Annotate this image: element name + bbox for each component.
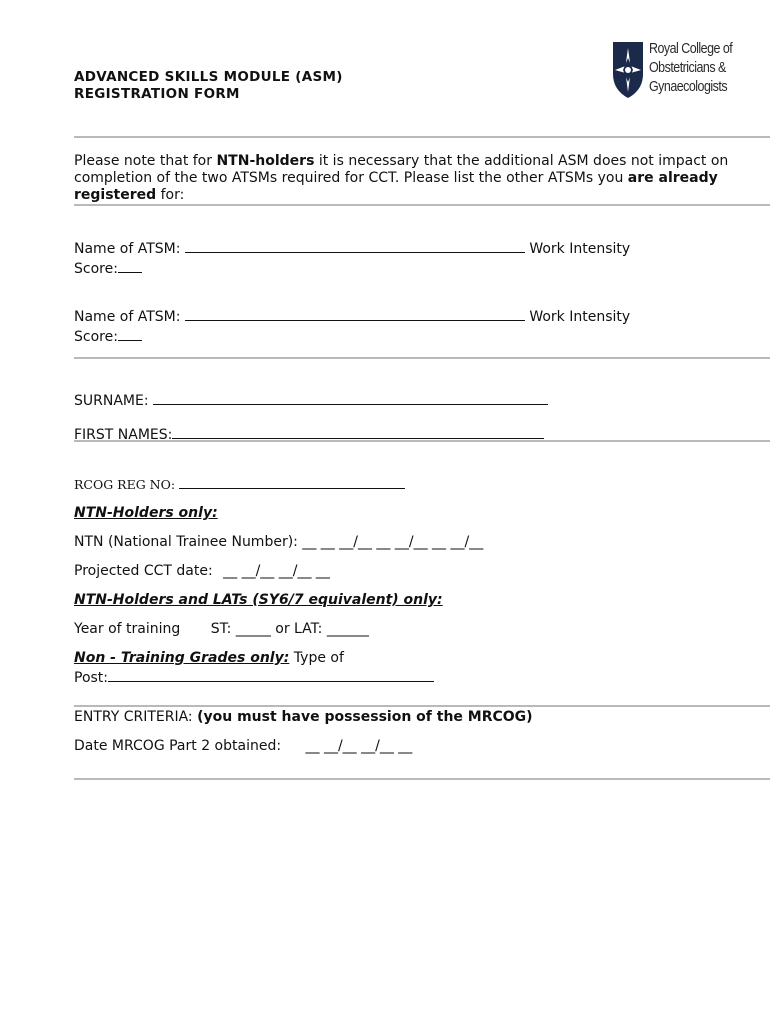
st-label: ST:	[210, 621, 232, 637]
lat-label: or LAT:	[275, 621, 323, 637]
entry-criteria-note: (you must have possession of the MRCOG)	[197, 709, 533, 725]
intro-paragraph	[74, 153, 754, 204]
form-title-line2: REGISTRATION FORM	[74, 86, 240, 102]
rcog-reg-label: RCOG REG NO:	[74, 477, 176, 492]
mrcog-date-label: Date MRCOG Part 2 obtained:	[74, 738, 282, 754]
logo-text-line2: Obstetricians &	[649, 60, 726, 76]
divider	[74, 778, 770, 780]
rcog-logo	[611, 40, 751, 102]
lat-field[interactable]: ______	[326, 621, 369, 637]
work-intensity-label: Work Intensity	[529, 241, 631, 257]
non-training-heading: Non - Training Grades only:	[74, 650, 290, 666]
non-training-block	[74, 650, 474, 687]
rcog-shield-icon	[611, 40, 645, 100]
form-title	[74, 69, 343, 103]
ntn-heading: NTN-Holders only:	[74, 505, 218, 521]
cct-row	[74, 563, 330, 580]
type-of-label: Type of	[293, 650, 344, 666]
divider	[74, 204, 770, 206]
atsm-entry-2	[74, 306, 694, 346]
atsm-name-field[interactable]	[185, 306, 525, 321]
logo-text-line1: Royal College of	[649, 41, 733, 57]
work-intensity-label: Work Intensity	[529, 309, 631, 325]
cct-date-field[interactable]: __ __/__ __/__ __	[223, 563, 330, 579]
intro-text: Please note that for	[74, 153, 217, 169]
ntn-field[interactable]: __ __ __/__ __ __/__ __ __/__	[302, 534, 484, 550]
first-names-field[interactable]	[172, 424, 544, 439]
ntn-row	[74, 534, 483, 551]
mrcog-date-field[interactable]: __ __/__ __/__ __	[305, 738, 413, 754]
post-label: Post:	[74, 670, 109, 686]
entry-criteria-label: ENTRY CRITERIA:	[74, 709, 193, 725]
ntn-label: NTN (National Trainee Number):	[74, 534, 298, 550]
first-names-label: FIRST NAMES:	[74, 427, 173, 443]
divider	[74, 136, 770, 138]
atsm-name-field[interactable]	[185, 238, 525, 253]
post-field[interactable]	[108, 667, 434, 682]
year-training-row	[74, 621, 369, 638]
atsm-name-label: Name of ATSM:	[74, 241, 181, 257]
divider	[74, 357, 770, 359]
logo-text-line3: Gynaecologists	[649, 79, 728, 95]
score-field[interactable]	[118, 258, 142, 273]
atsm-name-label: Name of ATSM:	[74, 309, 181, 325]
divider	[74, 440, 770, 442]
intro-text: it is necessary that the additional ASM does not impact on completion of the two ATSMs required for CCT. Please list the other ATSMs you	[74, 153, 729, 186]
surname-field[interactable]	[153, 390, 548, 405]
surname-row	[74, 390, 548, 410]
score-label: Score:	[74, 329, 118, 345]
intro-bold-registered: are already registered	[74, 170, 718, 203]
score-label: Score:	[74, 261, 118, 277]
intro-bold-ntn: NTN-holders	[216, 153, 315, 169]
mrcog-date-row	[74, 738, 412, 755]
lat-heading: NTN-Holders and LATs (SY6/7 equivalent) only:	[74, 592, 443, 608]
entry-criteria-row	[74, 709, 533, 726]
cct-label: Projected CCT date:	[74, 563, 213, 579]
rcog-reg-field[interactable]	[179, 476, 405, 489]
form-title-line1: ADVANCED SKILLS MODULE (ASM)	[74, 69, 343, 85]
year-training-label: Year of training	[74, 621, 181, 637]
st-field[interactable]: _____	[235, 621, 271, 637]
intro-text: for:	[156, 187, 185, 203]
surname-label: SURNAME:	[74, 393, 149, 409]
rcog-reg-row	[74, 476, 405, 493]
score-field[interactable]	[118, 326, 142, 341]
atsm-entry-1	[74, 238, 694, 278]
divider	[74, 705, 770, 707]
